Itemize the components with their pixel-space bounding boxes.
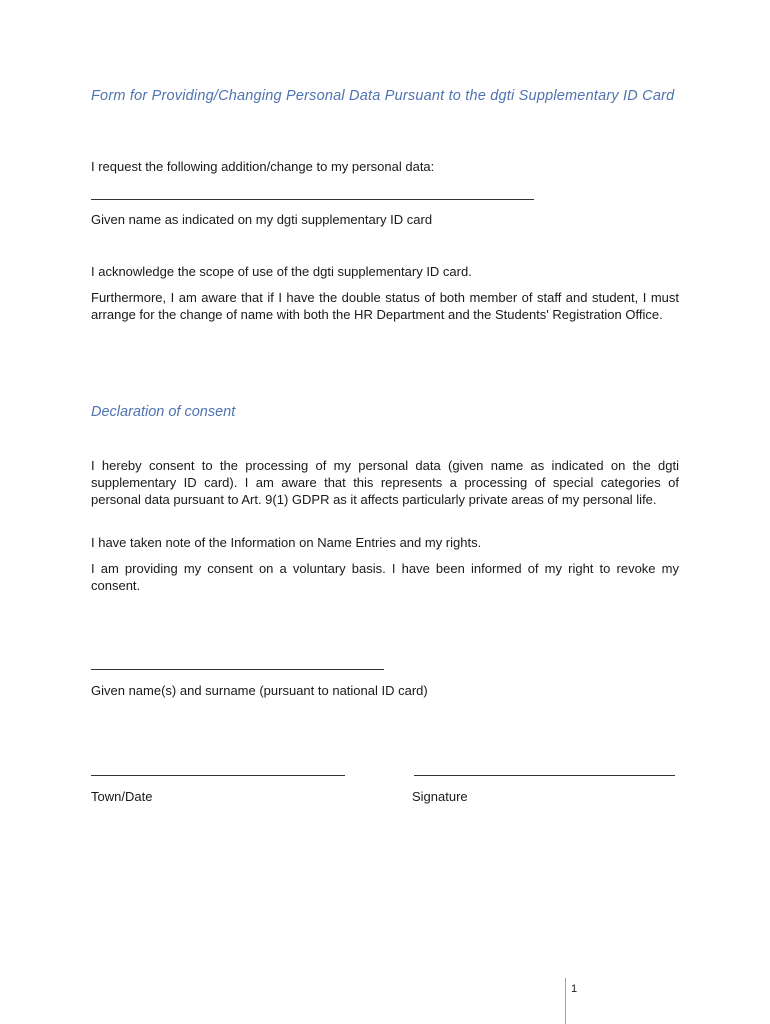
form-title: Form for Providing/Changing Personal Data Pursuant to the dgti Supplementary ID Card (91, 88, 675, 104)
signature-label: Signature (412, 789, 468, 804)
consent-paragraph-2: I have taken note of the Information on Name Entries and my rights. (91, 535, 482, 550)
signature-input-line[interactable] (414, 775, 675, 776)
page-number-divider (565, 978, 566, 1024)
request-text: I request the following addition/change to my personal data: (91, 159, 435, 174)
consent-paragraph-1: I hereby consent to the processing of my personal data (given name as indicated on the dgti supplementary ID card). I am aware that this represents a processing of special categories of personal data pursuant to Art. 9(1) GDPR as it affects particularly private areas of my personal life. (91, 458, 679, 507)
town-date-input-line[interactable] (91, 775, 345, 776)
consent-paragraph-3: I am providing my consent on a voluntary basis. I have been informed of my right to revoke my consent. (91, 561, 679, 593)
double-status-text: Furthermore, I am aware that if I have the double status of both member of staff and student, I must arrange for the change of name with both the HR Department and the Students' Registration Office. (91, 290, 679, 322)
full-name-input-line[interactable] (91, 669, 384, 670)
given-name-input-line[interactable] (91, 199, 534, 200)
full-name-label: Given name(s) and surname (pursuant to national ID card) (91, 683, 428, 698)
page-number: 1 (571, 983, 578, 995)
given-name-label: Given name as indicated on my dgti supplementary ID card (91, 212, 433, 227)
town-date-label: Town/Date (91, 789, 153, 804)
consent-heading: Declaration of consent (91, 404, 236, 420)
acknowledge-text: I acknowledge the scope of use of the dgti supplementary ID card. (91, 264, 472, 279)
